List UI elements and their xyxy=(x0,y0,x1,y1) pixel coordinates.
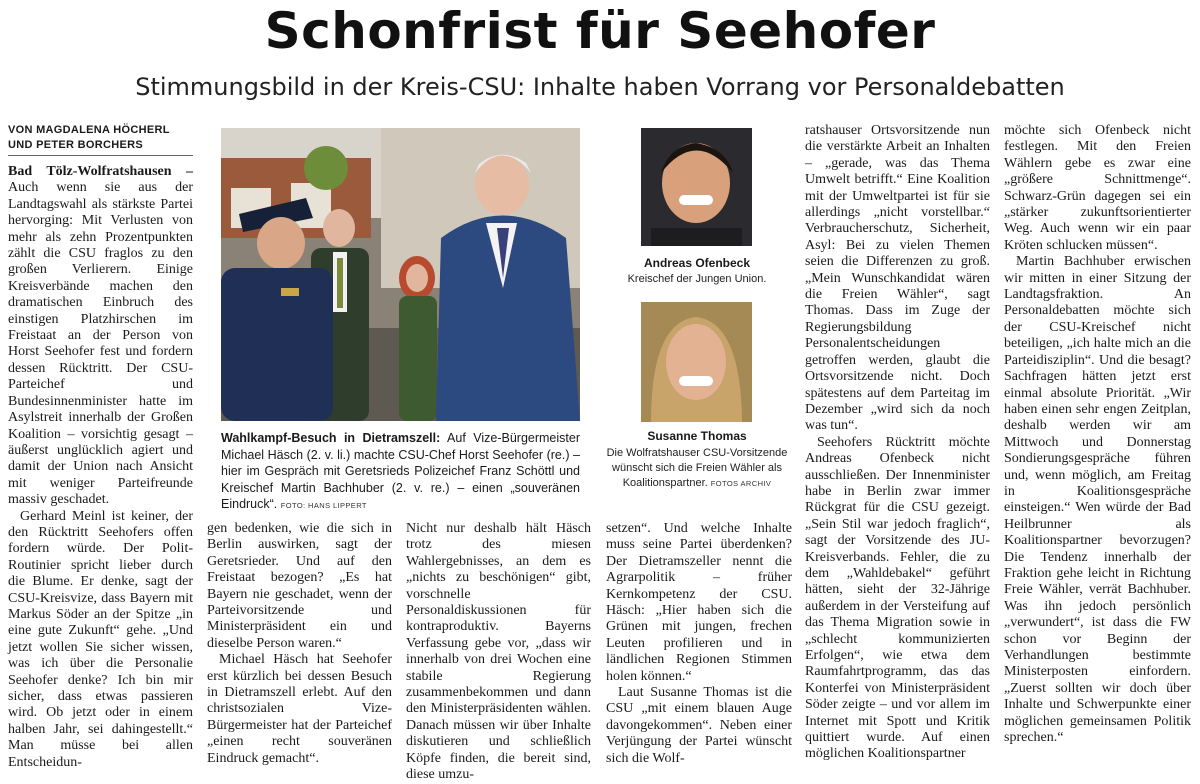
article-column-3 xyxy=(406,521,591,783)
portrait-name-thomas: Susanne Thomas xyxy=(647,429,747,443)
paragraph: Seehofers Rücktritt möchte Andreas Ofenbeck nicht ausschließen. Der Innenminister habe in Berlin zwar immer Rückgrat für die CSU gezeigt. „Sein Stil war jedoch fraglich“, sagt der Vorsitzende des JU-Kreisverbands. Fehler, die zu dem „Wahldebakel“ geführt hätten, sieht der 32-Jährige außerdem in der Versteifung auf das Thema Migration sowie in „schlecht kommunizierten Erfolgen“, wie etwa dem Raumfahrtprogramm, das das Konterfei von Ministerpräsident Söder zeigte – und vor allem im Internet mit Spott und Kritik quittiert wurde. Auf einen möglichen Koalitionspartner xyxy=(805,434,990,762)
main-photo xyxy=(221,128,580,421)
portrait-role-ofenbeck: Kreischef der Jungen Union. xyxy=(627,273,767,285)
paragraph: setzen“. Und welche Inhalte muss seine Partei überdenken? Der Dietramszeller nennt die Agrarpolitik – früher Kernkompetenz der CSU. Häsch: „Hier haben sich die Grünen mit jungen, frechen Leuten profilieren und in ländlichen Regionen Stimmen holen können.“ xyxy=(606,521,792,684)
paragraph: Gerhard Meinl ist keiner, der den Rücktritt Seehofers offen fordern würde. Der Polit-Routinier spricht lieber durch die Blume. Er denke, sagt der CSU-Kreisvize, dass Bayern mit Markus Söder an der Spitze „in eine gute Zukunft“ gehe. „Und jetzt wollen Sie sicher wissen, was ich über die Personalie Seehofer denke? Ich bin mir sicher, dass etwas passieren wird. Ob jetzt oder in einem halben Jahr, sei dahingestellt.“ Man müsse bei allen Entscheidun- xyxy=(8,508,193,770)
campaign-visit-photo xyxy=(221,128,580,421)
dateline: Bad Tölz-Wolfratshausen – xyxy=(8,164,193,179)
article-column-6 xyxy=(1004,123,1191,773)
paragraph: Auch wenn sie aus der Landtagswahl als stärkste Partei hervorging: Mit Verlusten von mehr als zehn Prozentpunkten zählt die CSU fraglos zu den großen Verlierern. Einige Kreisverbände machen den dramatischen Einbruch des einstigen Platzhirschen im Freistaat an der Person von Horst Seehofer fest und fordern dessen Rücktritt. Der CSU-Parteichef und Bundesinnenminister hatte im Asylstreit innerhalb der Großen Koalition – vorsichtig gesagt – äußerst unglücklich agiert und damit der Union nach Ansicht mit weniger Parteifreunde massiv geschadet. xyxy=(8,180,193,508)
portrait-credit: FOTOS ARCHIV xyxy=(710,479,772,488)
caption-lead: Wahlkampf-Besuch in Dietramszell: xyxy=(221,431,441,445)
article-column-5 xyxy=(805,123,990,773)
portrait-photo-thomas xyxy=(641,302,752,422)
paragraph: möchte sich Ofenbeck nicht festlegen. Mit den Freien Wählern gebe es zwar eine „größere Schnittmenge“. Schwarz-Grün dagegen sei ein „stärker zukunftsorientierter Weg. Auch wenn wir ein paar Kröten schlucken müssen“. xyxy=(1004,123,1191,253)
paragraph: gen bedenken, wie die sich in Berlin auswirken, sagt der Geretsrieder. Und auf den Freistaat bezogen? „Es hat Bayern nie geschadet, wenn der Parteivorsitzende und Ministerpräsident ein und dieselbe Person waren.“ xyxy=(207,521,392,651)
photo-caption xyxy=(221,430,580,515)
portrait-ofenbeck xyxy=(641,128,752,246)
byline-line-1: VON MAGDALENA HÖCHERL xyxy=(8,124,170,136)
paragraph: Nicht nur deshalb hält Häsch trotz des miesen Wahlergebnisses, an dem es „nichts zu beschönigen“ gibt, vorschnelle Personaldiskussionen für kontraproduktiv. Bayerns Verfassung gebe vor, „dass wir innerhalb von drei Wochen eine stabile Regierung zusammenbekommen und dann den Ministerpräsidenten wählen. Danach müssen wir über Inhalte diskutieren und schließlich Köpfe finden, die bereit sind, diese umzu- xyxy=(406,521,591,783)
article-column-2 xyxy=(207,521,392,773)
paragraph: Laut Susanne Thomas ist die CSU „mit einem blauen Auge davongekommen“. Neben einer Verjüngung der Partei wünscht sich die Wolf- xyxy=(606,685,792,766)
paragraph: ratshauser Ortsvorsitzende nun die verstärkte Arbeit an Inhalten – „gerade, was das Thema Umwelt betrifft.“ Eine Koalition mit der Umweltpartei ist für sie allerdings „nicht vorstellbar.“ Verbraucherschutz, Sicherheit, Asyl: Bei zu vielen Themen seien die Differenzen zu groß. „Mein Wunschkandidat wären die Freien Wähler“, sagt Thomas. Dass im Zuge der Regierungsbildung Personalentscheidungen getroffen werden, glaubt die Ortsvorsitzende nicht. Doch spätestens auf dem Parteitag im Dezember „wird sich da noch was tun“. xyxy=(805,123,990,434)
photo-credit: FOTO: HANS LIPPERT xyxy=(280,501,367,510)
paragraph: Martin Bachhuber erwischen wir mitten in einer Sitzung der Landtagsfraktion. An Personaldebatten möchte sich der CSU-Kreischef nicht beteiligen, „ich halte mich an die Parteidisziplin“. Und die besagt? Sachfragen hätten jetzt erst einmal absolute Priorität. „Wir haben einen sehr engen Zeitplan, deshalb werden wir am Mittwoch und Donnerstag Sondierungsgespräche führen und, wenn möglich, am Freitag in Koalitionsgespräche einsteigen.“ Wen würde der Bad Heilbrunner als Koalitionspartner bevorzugen? Die Tendenz innerhalb der Fraktion gehe leicht in Richtung Freie Wähler, verrät Bachhuber. Was ihn jedoch persönlich „verwundert“, ist dass die FW schon vor Beginn der Verhandlungen bestimmte Ministerposten einfordern. „Zuerst sollten wir doch über Inhalte und Schwerpunkte einer möglichen gemeinsamen Politik sprechen.“ xyxy=(1004,254,1191,746)
headline: Schonfrist für Seehofer xyxy=(264,2,936,60)
byline-line-2: UND PETER BORCHERS xyxy=(8,139,143,151)
portrait-photo-ofenbeck xyxy=(641,128,752,246)
caption-text: Auf Vize-Bürgermeister Michael Häsch (2. v. li.) machte CSU-Chef Horst Seehofer (re.) – hier im Gespräch mit Geretsrieds Polizeichef Franz Schöttl und Kreischef Martin Bachhuber (2. v. re.) – einen „souveränen Eindruck“. xyxy=(221,431,580,511)
portrait-name-ofenbeck: Andreas Ofenbeck xyxy=(643,256,751,270)
byline xyxy=(8,123,193,156)
portrait-role-thomas xyxy=(600,446,794,491)
paragraph: Michael Häsch hat Seehofer erst kürzlich bei dessen Besuch in Dietramszell erlebt. Auf den christsozialen Vize-Bürgermeister hat der Parteichef „einen recht souveränen Eindruck gemacht“. xyxy=(207,652,392,766)
article-column-4 xyxy=(606,521,792,773)
article-column-1 xyxy=(8,123,193,773)
portrait-thomas xyxy=(641,302,752,422)
subheadline: Stimmungsbild in der Kreis-CSU: Inhalte haben Vorrang vor Personaldebatten xyxy=(135,73,1065,101)
portrait-role-thomas-text: Die Wolfratshauser CSU-Vorsitzende wünscht sich die Freien Wähler als Koalitionspartner. xyxy=(606,447,788,489)
